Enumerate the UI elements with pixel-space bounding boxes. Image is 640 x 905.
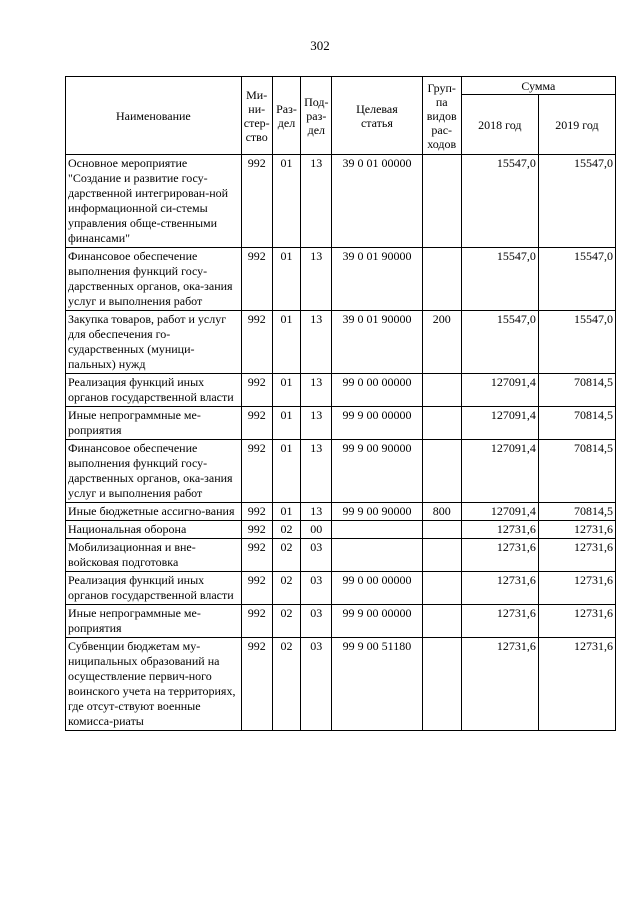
table-row: [66, 539, 616, 572]
row-subsection: 13: [301, 407, 332, 440]
row-expense-group: [422, 572, 461, 605]
row-name: Закупка товаров, работ и услуг для обеспечения го-сударственных (муници-пальных) нужд: [66, 311, 242, 374]
row-expense-group: [422, 374, 461, 407]
row-sum-2019: 12731,6: [538, 572, 615, 605]
row-sum-2019: 12731,6: [538, 638, 615, 731]
budget-table: [65, 76, 616, 731]
table-body: [66, 155, 616, 731]
row-subsection: 03: [301, 638, 332, 731]
row-target: 99 9 00 00000: [332, 407, 422, 440]
row-target: [332, 521, 422, 539]
header-subsection: Под- раз- дел: [301, 77, 332, 155]
row-name: Финансовое обеспечение выполнения функций госу-дарственных органов, ока-зания услуг и выполнения работ: [66, 248, 242, 311]
row-target: 99 0 00 00000: [332, 572, 422, 605]
header-target: Целевая статья: [332, 77, 422, 155]
row-target: 39 0 01 90000: [332, 311, 422, 374]
row-expense-group: [422, 440, 461, 503]
row-subsection: 13: [301, 503, 332, 521]
row-target: 99 9 00 90000: [332, 503, 422, 521]
row-name: Реализация функций иных органов государственной власти: [66, 572, 242, 605]
row-section: 01: [272, 311, 301, 374]
row-expense-group: 800: [422, 503, 461, 521]
row-target: 99 9 00 51180: [332, 638, 422, 731]
row-expense-group: [422, 407, 461, 440]
row-subsection: 13: [301, 248, 332, 311]
header-ministry: Ми- ни- стер- ство: [241, 77, 272, 155]
row-subsection: 00: [301, 521, 332, 539]
row-section: 02: [272, 605, 301, 638]
row-name: Иные непрограммные ме-роприятия: [66, 605, 242, 638]
table-row: [66, 521, 616, 539]
row-sum-2018: 12731,6: [461, 572, 538, 605]
row-section: 01: [272, 440, 301, 503]
row-sum-2019: 70814,5: [538, 440, 615, 503]
row-target: [332, 539, 422, 572]
row-section: 02: [272, 539, 301, 572]
row-subsection: 03: [301, 572, 332, 605]
row-name: Национальная оборона: [66, 521, 242, 539]
table-row: [66, 374, 616, 407]
row-expense-group: [422, 605, 461, 638]
row-section: 01: [272, 248, 301, 311]
row-expense-group: [422, 539, 461, 572]
row-name: Субвенции бюджетам му-ниципальных образований на осуществление первич-ного воинского учета на территориях, где отсут-ствуют военные комисса-риаты: [66, 638, 242, 731]
row-name: Иные бюджетные ассигно-вания: [66, 503, 242, 521]
row-ministry: 992: [241, 539, 272, 572]
row-subsection: 13: [301, 374, 332, 407]
row-sum-2019: 70814,5: [538, 407, 615, 440]
row-sum-2018: 12731,6: [461, 638, 538, 731]
row-target: 39 0 01 90000: [332, 248, 422, 311]
row-ministry: 992: [241, 155, 272, 248]
row-sum-2018: 127091,4: [461, 407, 538, 440]
row-sum-2018: 12731,6: [461, 605, 538, 638]
row-target: 99 9 00 00000: [332, 605, 422, 638]
row-sum-2019: 70814,5: [538, 374, 615, 407]
row-ministry: 992: [241, 311, 272, 374]
table-row: [66, 407, 616, 440]
table-row: [66, 311, 616, 374]
row-expense-group: [422, 638, 461, 731]
row-sum-2018: 12731,6: [461, 539, 538, 572]
row-subsection: 13: [301, 440, 332, 503]
row-sum-2019: 70814,5: [538, 503, 615, 521]
row-target: 99 9 00 90000: [332, 440, 422, 503]
table-row: [66, 638, 616, 731]
table-row: [66, 155, 616, 248]
row-expense-group: [422, 248, 461, 311]
header-expense-group: Груп- па видов рас- ходов: [422, 77, 461, 155]
row-section: 01: [272, 503, 301, 521]
row-section: 01: [272, 374, 301, 407]
row-ministry: 992: [241, 521, 272, 539]
row-ministry: 992: [241, 440, 272, 503]
row-ministry: 992: [241, 374, 272, 407]
row-ministry: 992: [241, 572, 272, 605]
row-ministry: 992: [241, 503, 272, 521]
header-section: Раз- дел: [272, 77, 301, 155]
table-row: [66, 572, 616, 605]
table-row: [66, 605, 616, 638]
row-subsection: 03: [301, 539, 332, 572]
row-sum-2018: 15547,0: [461, 155, 538, 248]
row-section: 02: [272, 521, 301, 539]
row-section: 02: [272, 638, 301, 731]
table-row: [66, 503, 616, 521]
row-sum-2019: 12731,6: [538, 539, 615, 572]
row-sum-2019: 15547,0: [538, 248, 615, 311]
row-sum-2018: 127091,4: [461, 374, 538, 407]
row-sum-2019: 15547,0: [538, 155, 615, 248]
row-sum-2018: 127091,4: [461, 440, 538, 503]
row-target: 99 0 00 00000: [332, 374, 422, 407]
row-sum-2019: 12731,6: [538, 605, 615, 638]
row-name: Реализация функций иных органов государственной власти: [66, 374, 242, 407]
row-subsection: 13: [301, 311, 332, 374]
page-number: 302: [310, 38, 330, 53]
row-sum-2019: 12731,6: [538, 521, 615, 539]
table-header: [66, 77, 616, 155]
table-row: [66, 248, 616, 311]
row-sum-2019: 15547,0: [538, 311, 615, 374]
header-name: Наименование: [66, 77, 242, 155]
row-name: Основное мероприятие "Создание и развитие госу-дарственной интегрирован-ной информационной си-стемы управления обще-ственными финансами": [66, 155, 242, 248]
row-expense-group: [422, 155, 461, 248]
header-year-2019: 2019 год: [538, 95, 615, 155]
row-subsection: 13: [301, 155, 332, 248]
header-sum: Сумма: [461, 77, 615, 95]
row-section: 01: [272, 407, 301, 440]
row-ministry: 992: [241, 605, 272, 638]
row-sum-2018: 127091,4: [461, 503, 538, 521]
row-name: Финансовое обеспечение выполнения функций госу-дарственных органов, ока-зания услуг и выполнения работ: [66, 440, 242, 503]
row-ministry: 992: [241, 248, 272, 311]
row-section: 02: [272, 572, 301, 605]
row-target: 39 0 01 00000: [332, 155, 422, 248]
row-sum-2018: 12731,6: [461, 521, 538, 539]
row-ministry: 992: [241, 407, 272, 440]
row-sum-2018: 15547,0: [461, 248, 538, 311]
row-ministry: 992: [241, 638, 272, 731]
header-year-2018: 2018 год: [461, 95, 538, 155]
row-expense-group: 200: [422, 311, 461, 374]
row-name: Иные непрограммные ме-роприятия: [66, 407, 242, 440]
row-expense-group: [422, 521, 461, 539]
table-row: [66, 440, 616, 503]
row-name: Мобилизационная и вне-войсковая подготовка: [66, 539, 242, 572]
row-section: 01: [272, 155, 301, 248]
row-sum-2018: 15547,0: [461, 311, 538, 374]
row-subsection: 03: [301, 605, 332, 638]
